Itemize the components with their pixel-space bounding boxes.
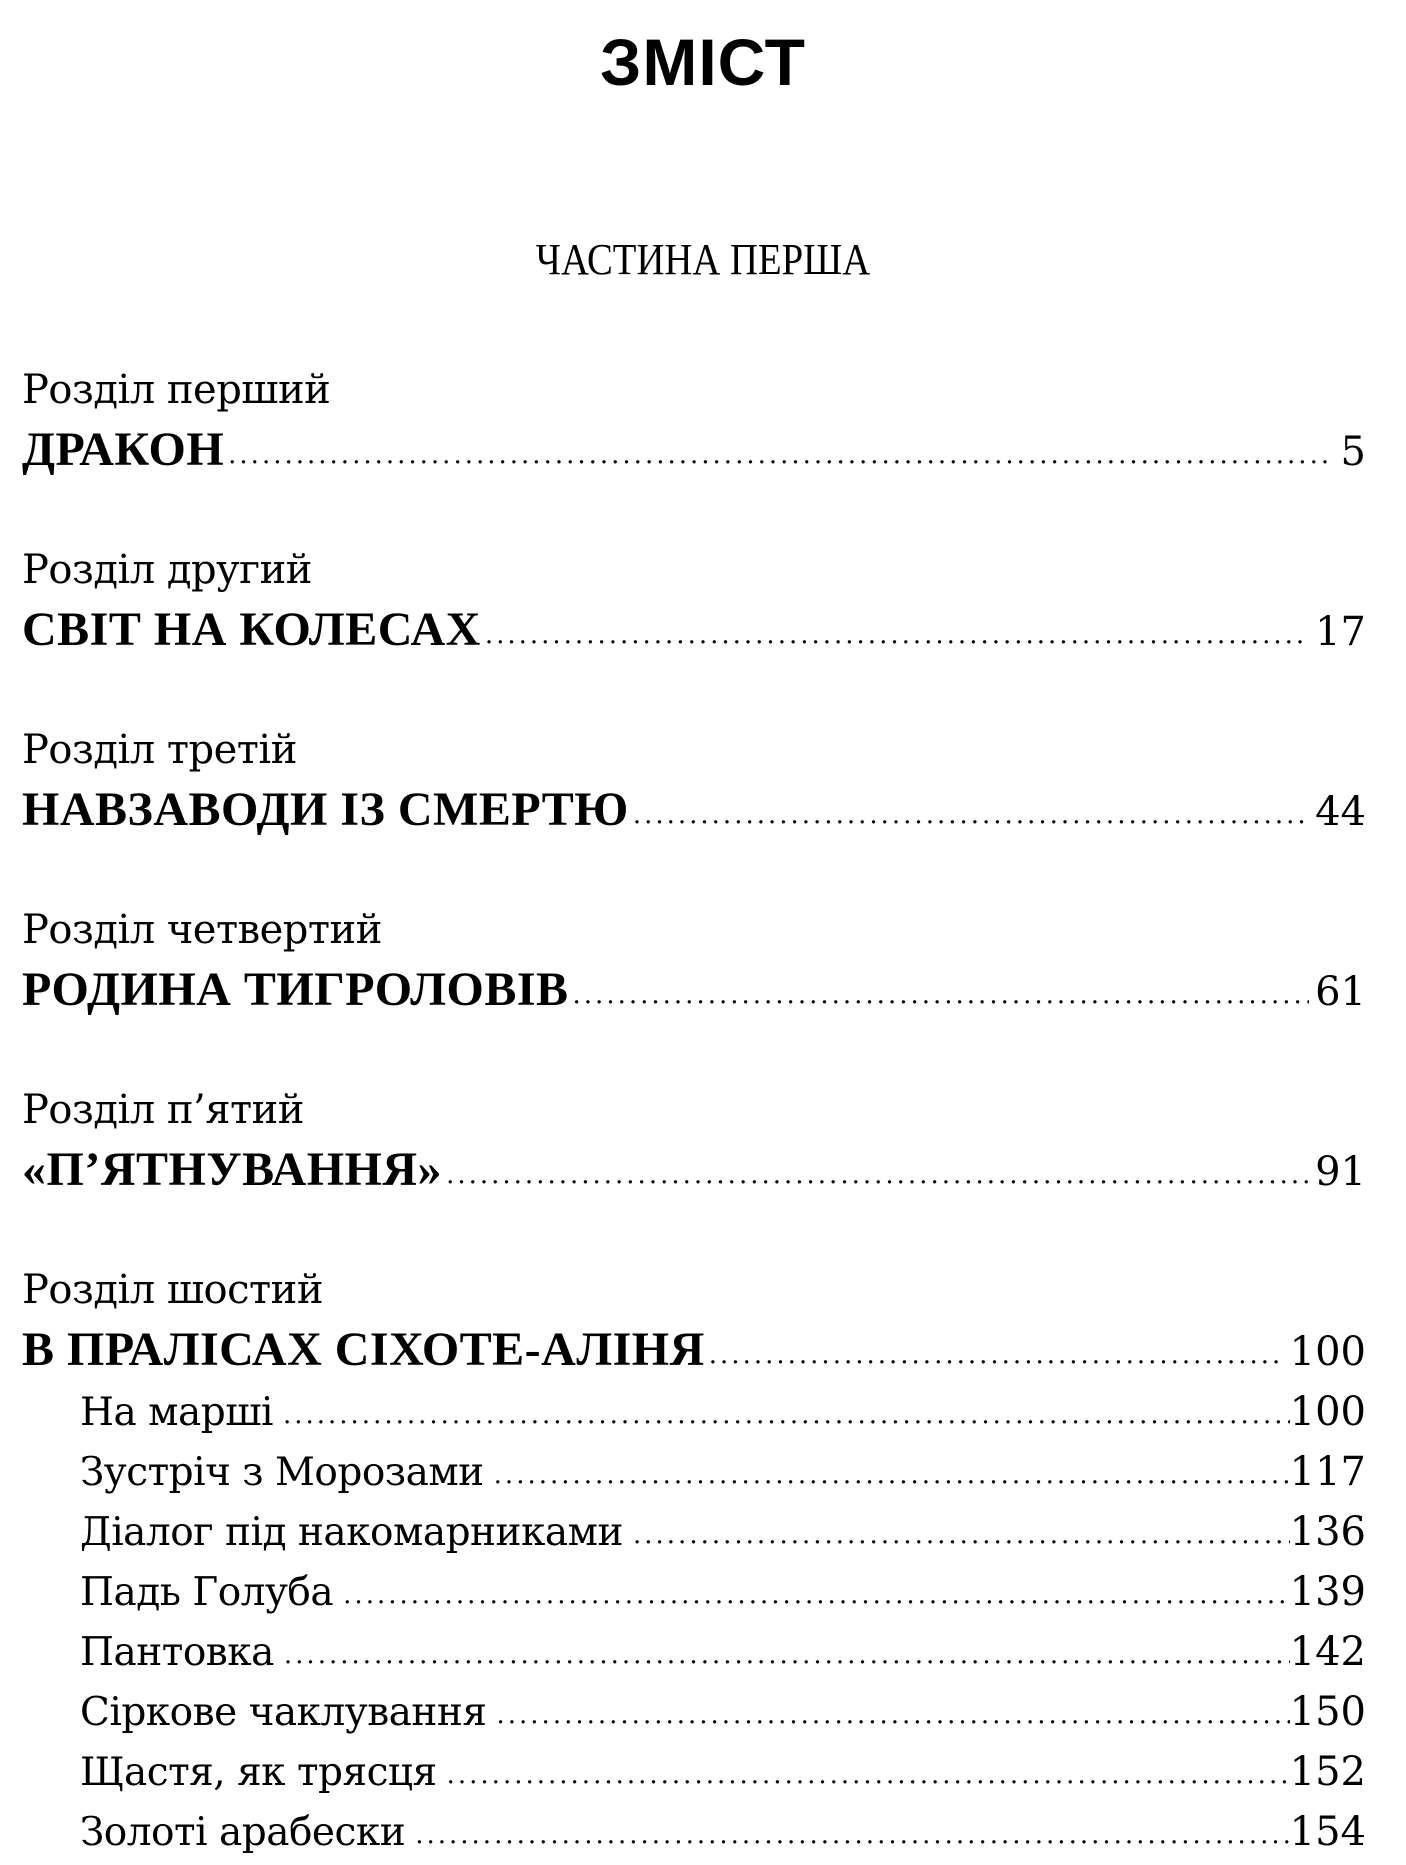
page-number: 154 <box>1289 1809 1366 1855</box>
page-number: 17 <box>1315 609 1366 655</box>
toc-subentry[interactable] <box>80 1682 1384 1742</box>
toc-entry[interactable] <box>22 958 1384 1022</box>
toc-chapter <box>22 1082 1384 1262</box>
page-number: 139 <box>1289 1569 1366 1615</box>
chapter-label: Розділ четвертий <box>22 907 382 953</box>
chapter-title: «П’ЯТНУВАННЯ» <box>22 1143 443 1196</box>
toc-subentry[interactable] <box>80 1802 1384 1862</box>
dot-leader <box>709 1323 1284 1387</box>
dot-leader <box>446 1143 1309 1207</box>
page-number: 44 <box>1315 789 1366 835</box>
toc-chapter <box>22 542 1384 722</box>
page-number: 142 <box>1289 1629 1366 1675</box>
toc-chapter <box>22 722 1384 902</box>
toc-subentry[interactable] <box>80 1502 1384 1562</box>
toc-entry[interactable] <box>22 1318 1384 1382</box>
chapter-label: Розділ другий <box>22 547 312 593</box>
dot-leader <box>284 1625 1290 1685</box>
toc-subentry[interactable] <box>80 1562 1384 1622</box>
part-title: ЧАСТИНА ПЕРША <box>535 235 871 284</box>
page-number: 136 <box>1289 1509 1366 1555</box>
chapter-title: В ПРАЛІСАХ СІХОТЕ-АЛІНЯ <box>22 1323 705 1376</box>
page-number: 100 <box>1289 1329 1366 1375</box>
subentry-title: Сіркове чаклування <box>80 1690 487 1735</box>
page-number: 117 <box>1289 1449 1366 1495</box>
toc-entry[interactable] <box>22 1138 1384 1202</box>
toc-subentry[interactable] <box>80 1622 1384 1682</box>
page-number: 61 <box>1315 969 1366 1015</box>
chapter-label: Розділ п’ятий <box>22 1087 304 1133</box>
toc-chapter <box>22 902 1384 1082</box>
dot-leader <box>633 783 1309 847</box>
chapter-title: ДРАКОН <box>22 423 225 476</box>
chapter-label: Розділ шостий <box>22 1267 323 1313</box>
subentry-title: Діалог під накомарниками <box>80 1510 623 1555</box>
subentry-title: Пантовка <box>80 1630 274 1675</box>
toc-entry[interactable] <box>22 778 1384 842</box>
dot-leader <box>283 1385 1290 1445</box>
page-number: 5 <box>1340 429 1366 475</box>
chapter-label: Розділ третій <box>22 727 297 773</box>
dot-leader <box>494 1445 1290 1505</box>
chapter-title: НАВЗАВОДИ ІЗ СМЕРТЮ <box>22 783 629 836</box>
dot-leader <box>633 1505 1290 1565</box>
table-of-contents <box>22 362 1384 1862</box>
chapter-title: РОДИНА ТИГРОЛОВІВ <box>22 963 569 1016</box>
toc-chapter <box>22 362 1384 542</box>
dot-leader <box>497 1685 1290 1745</box>
chapter-label: Розділ перший <box>22 367 331 413</box>
dot-leader <box>573 963 1310 1027</box>
subentry-title: Золоті арабески <box>80 1810 406 1855</box>
toc-subentry[interactable] <box>80 1442 1384 1502</box>
subentry-title: Щастя, як трясця <box>80 1750 437 1795</box>
page-number: 150 <box>1289 1689 1366 1735</box>
subentry-title: На марші <box>80 1390 273 1435</box>
page-number: 100 <box>1289 1389 1366 1435</box>
toc-entry[interactable] <box>22 598 1384 662</box>
toc-subentry[interactable] <box>80 1382 1384 1442</box>
toc-subentries <box>80 1382 1384 1862</box>
subentry-title: Падь Голуба <box>80 1570 334 1615</box>
dot-leader <box>447 1745 1290 1805</box>
subentry-title: Зустріч з Морозами <box>80 1450 484 1495</box>
toc-entry[interactable] <box>22 418 1384 482</box>
chapter-title: СВІТ НА КОЛЕСАХ <box>22 603 481 656</box>
page-number: 91 <box>1315 1149 1366 1195</box>
dot-leader <box>485 603 1309 667</box>
dot-leader <box>343 1565 1289 1625</box>
dot-leader <box>415 1805 1289 1865</box>
toc-chapter <box>22 1262 1384 1862</box>
toc-subentry[interactable] <box>80 1742 1384 1802</box>
page-title: ЗМІСТ <box>600 25 806 99</box>
dot-leader <box>228 423 1330 487</box>
page-number: 152 <box>1289 1749 1366 1795</box>
